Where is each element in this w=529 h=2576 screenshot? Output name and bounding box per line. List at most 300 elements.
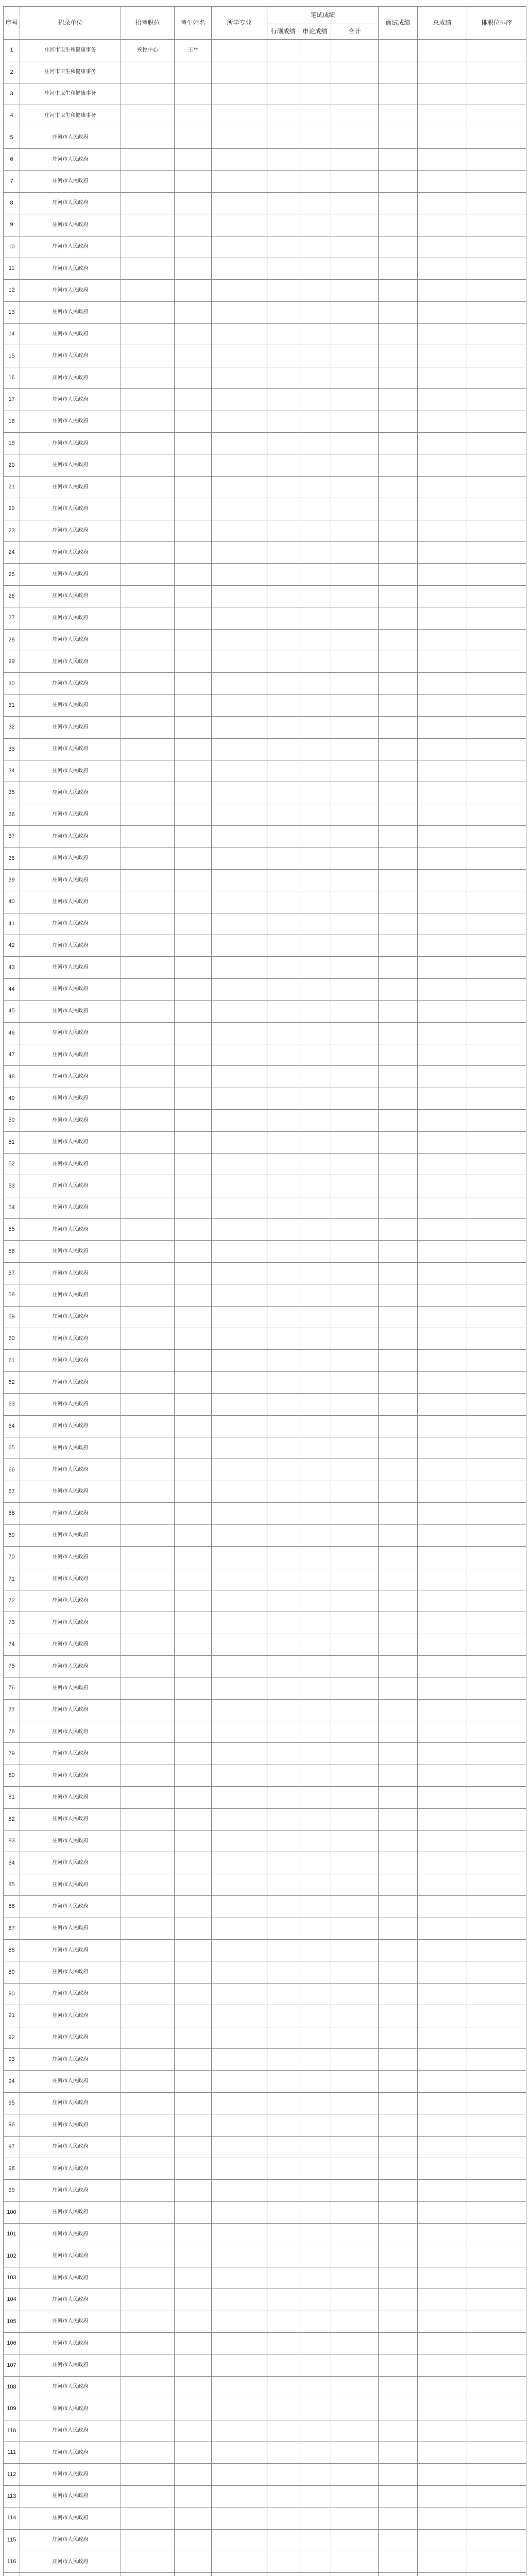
cell-shenlun (299, 717, 331, 738)
cell-unit: 庄河市人民政府 (20, 1088, 121, 1109)
cell-seq: 16 (4, 367, 20, 388)
cell-overall (418, 607, 467, 629)
cell-unit: 庄河市人民政府 (20, 2224, 121, 2245)
cell-unit: 庄河市人民政府 (20, 1546, 121, 1568)
cell-major (212, 957, 267, 978)
cell-total (331, 1743, 379, 1765)
cell-shenlun (299, 564, 331, 585)
cell-shenlun (299, 1524, 331, 1546)
cell-interview (379, 1110, 418, 1131)
cell-shenlun (299, 389, 331, 411)
cell-post (121, 83, 175, 105)
cell-post (121, 848, 175, 869)
cell-post (121, 1044, 175, 1065)
cell-shenlun (299, 738, 331, 760)
cell-total (331, 935, 379, 957)
cell-major (212, 913, 267, 935)
cell-post (121, 2573, 175, 2576)
cell-name (175, 1765, 212, 1786)
cell-shenlun (299, 2442, 331, 2463)
cell-shenlun (299, 1961, 331, 1983)
cell-post (121, 1088, 175, 1109)
cell-shenlun (299, 476, 331, 498)
cell-unit: 庄河市人民政府 (20, 760, 121, 782)
cell-seq: 60 (4, 1328, 20, 1350)
cell-rank (467, 433, 526, 454)
cell-major (212, 1394, 267, 1415)
table-body (4, 40, 526, 2576)
cell-unit: 庄河市人民政府 (20, 2311, 121, 2332)
cell-major (212, 192, 267, 214)
cell-rank (467, 83, 526, 105)
table-row (4, 891, 526, 913)
cell-major (212, 1983, 267, 2005)
cell-overall (418, 1394, 467, 1415)
cell-name (175, 869, 212, 891)
cell-major (212, 2180, 267, 2201)
cell-unit: 庄河市人民政府 (20, 1699, 121, 1721)
cell-name (175, 345, 212, 367)
cell-name (175, 891, 212, 913)
cell-major (212, 2420, 267, 2442)
cell-interview (379, 454, 418, 476)
cell-overall (418, 345, 467, 367)
cell-total (331, 1459, 379, 1481)
cell-interview (379, 738, 418, 760)
cell-post (121, 717, 175, 738)
cell-major (212, 1503, 267, 1524)
cell-post (121, 1153, 175, 1175)
table-row (4, 1459, 526, 1481)
cell-name (175, 978, 212, 1000)
cell-major (212, 1699, 267, 1721)
cell-xingce (267, 1197, 299, 1218)
cell-overall (418, 673, 467, 694)
cell-major (212, 1284, 267, 1306)
cell-rank (467, 541, 526, 563)
cell-unit: 庄河市人民政府 (20, 2289, 121, 2311)
cell-unit: 庄河市人民政府 (20, 1721, 121, 1743)
cell-rank (467, 1918, 526, 1939)
cell-interview (379, 1655, 418, 1677)
cell-shenlun (299, 2354, 331, 2376)
cell-major (212, 389, 267, 411)
cell-post (121, 258, 175, 279)
cell-major (212, 2529, 267, 2551)
cell-post (121, 782, 175, 804)
cell-rank (467, 804, 526, 825)
cell-seq: 26 (4, 585, 20, 607)
cell-rank (467, 2267, 526, 2289)
cell-interview (379, 1284, 418, 1306)
cell-name (175, 1110, 212, 1131)
cell-seq: 73 (4, 1612, 20, 1634)
cell-major (212, 541, 267, 563)
cell-overall (418, 1983, 467, 2005)
cell-unit: 庄河市人民政府 (20, 1677, 121, 1699)
cell-total (331, 2136, 379, 2158)
cell-rank (467, 1415, 526, 1437)
cell-unit: 庄河市人民政府 (20, 1415, 121, 1437)
cell-name (175, 1284, 212, 1306)
cell-major (212, 1415, 267, 1437)
cell-shenlun (299, 171, 331, 192)
table-row (4, 738, 526, 760)
cell-rank (467, 411, 526, 432)
cell-seq: 104 (4, 2289, 20, 2311)
cell-name (175, 826, 212, 848)
cell-seq: 2 (4, 61, 20, 83)
cell-total (331, 629, 379, 651)
cell-interview (379, 83, 418, 105)
cell-rank (467, 1612, 526, 1634)
cell-total (331, 1524, 379, 1546)
cell-post (121, 236, 175, 258)
cell-overall (418, 1415, 467, 1437)
table-row (4, 2092, 526, 2114)
cell-unit: 庄河市人民政府 (20, 1328, 121, 1350)
cell-total (331, 1590, 379, 1612)
cell-major (212, 1524, 267, 1546)
cell-interview (379, 2048, 418, 2070)
cell-shenlun (299, 1831, 331, 1852)
cell-name (175, 2048, 212, 2070)
cell-interview (379, 673, 418, 694)
cell-overall (418, 1503, 467, 1524)
cell-unit: 庄河市人民政府 (20, 214, 121, 236)
cell-name (175, 2114, 212, 2136)
cell-overall (418, 1262, 467, 1284)
cell-overall (418, 411, 467, 432)
cell-shenlun (299, 2376, 331, 2398)
cell-seq: 64 (4, 1415, 20, 1437)
cell-unit: 庄河市人民政府 (20, 804, 121, 825)
cell-rank (467, 2136, 526, 2158)
cell-unit: 庄河市人民政府 (20, 2158, 121, 2179)
cell-shenlun (299, 2573, 331, 2576)
cell-total (331, 1808, 379, 1830)
cell-total (331, 913, 379, 935)
cell-overall (418, 2180, 467, 2201)
header-unit: 招录单位 (20, 7, 121, 40)
cell-interview (379, 498, 418, 520)
cell-overall (418, 2464, 467, 2485)
cell-overall (418, 1328, 467, 1350)
cell-overall (418, 127, 467, 148)
cell-total (331, 1044, 379, 1065)
cell-post (121, 1284, 175, 1306)
cell-unit (20, 2573, 121, 2576)
cell-seq: 1 (4, 40, 20, 61)
table-row (4, 1241, 526, 1262)
cell-total (331, 148, 379, 170)
cell-rank (467, 324, 526, 345)
cell-xingce (267, 1721, 299, 1743)
cell-interview (379, 301, 418, 323)
cell-interview (379, 1153, 418, 1175)
cell-shenlun (299, 1765, 331, 1786)
cell-major (212, 935, 267, 957)
cell-seq: 65 (4, 1437, 20, 1459)
cell-seq: 9 (4, 214, 20, 236)
cell-overall (418, 1961, 467, 1983)
cell-shenlun (299, 1808, 331, 1830)
cell-unit: 庄河市人民政府 (20, 2420, 121, 2442)
table-row (4, 2376, 526, 2398)
cell-major (212, 411, 267, 432)
cell-shenlun (299, 520, 331, 541)
table-row (4, 1568, 526, 1590)
cell-overall (418, 957, 467, 978)
cell-interview (379, 2201, 418, 2223)
cell-interview (379, 1088, 418, 1109)
cell-interview (379, 2333, 418, 2354)
cell-seq: 83 (4, 1831, 20, 1852)
cell-shenlun (299, 2071, 331, 2092)
cell-unit: 庄河市卫生和健康事务 (20, 40, 121, 61)
cell-unit: 庄河市人民政府 (20, 1001, 121, 1022)
cell-xingce (267, 1175, 299, 1197)
cell-xingce (267, 1153, 299, 1175)
cell-major (212, 2071, 267, 2092)
cell-xingce (267, 760, 299, 782)
cell-shenlun (299, 2114, 331, 2136)
header-name: 考生姓名 (175, 7, 212, 40)
cell-rank (467, 629, 526, 651)
cell-major (212, 1896, 267, 1918)
cell-post (121, 1459, 175, 1481)
cell-name (175, 389, 212, 411)
cell-xingce (267, 1896, 299, 1918)
cell-xingce (267, 2354, 299, 2376)
cell-major (212, 2442, 267, 2463)
table-row (4, 1655, 526, 1677)
cell-seq: 23 (4, 520, 20, 541)
cell-xingce (267, 192, 299, 214)
cell-overall (418, 717, 467, 738)
cell-interview (379, 913, 418, 935)
cell-shenlun (299, 454, 331, 476)
cell-name (175, 2027, 212, 2048)
cell-interview (379, 280, 418, 301)
cell-total (331, 105, 379, 127)
cell-total (331, 826, 379, 848)
cell-xingce (267, 869, 299, 891)
cell-total (331, 83, 379, 105)
cell-seq: 77 (4, 1699, 20, 1721)
cell-name (175, 1983, 212, 2005)
cell-interview (379, 1721, 418, 1743)
cell-overall (418, 629, 467, 651)
cell-total (331, 1568, 379, 1590)
cell-overall (418, 2071, 467, 2092)
table-row (4, 1088, 526, 1109)
cell-seq: 5 (4, 127, 20, 148)
cell-shenlun (299, 1983, 331, 2005)
cell-overall (418, 1699, 467, 1721)
cell-xingce (267, 1415, 299, 1437)
cell-rank (467, 171, 526, 192)
cell-post (121, 2333, 175, 2354)
cell-major (212, 585, 267, 607)
cell-major (212, 1131, 267, 1153)
cell-major (212, 258, 267, 279)
cell-rank (467, 2114, 526, 2136)
cell-xingce (267, 2573, 299, 2576)
cell-post (121, 2071, 175, 2092)
cell-seq: 3 (4, 83, 20, 105)
cell-name (175, 1831, 212, 1852)
cell-rank (467, 1939, 526, 1961)
cell-post (121, 1634, 175, 1655)
cell-interview (379, 2529, 418, 2551)
table-row (4, 2201, 526, 2223)
cell-total (331, 411, 379, 432)
cell-rank (467, 280, 526, 301)
cell-rank (467, 1503, 526, 1524)
cell-seq: 51 (4, 1131, 20, 1153)
cell-seq: 39 (4, 869, 20, 891)
cell-post (121, 280, 175, 301)
cell-xingce (267, 1961, 299, 1983)
cell-interview (379, 476, 418, 498)
cell-name (175, 1939, 212, 1961)
cell-name (175, 1262, 212, 1284)
cell-total (331, 2354, 379, 2376)
cell-xingce (267, 148, 299, 170)
cell-interview (379, 585, 418, 607)
cell-post (121, 2224, 175, 2245)
cell-name (175, 2136, 212, 2158)
cell-major (212, 651, 267, 672)
cell-total (331, 433, 379, 454)
cell-unit: 庄河市人民政府 (20, 585, 121, 607)
cell-total (331, 957, 379, 978)
cell-rank (467, 1371, 526, 1393)
cell-major (212, 1110, 267, 1131)
cell-post (121, 1983, 175, 2005)
cell-overall (418, 2420, 467, 2442)
cell-post (121, 171, 175, 192)
cell-shenlun (299, 1896, 331, 1918)
cell-post (121, 804, 175, 825)
cell-shenlun (299, 2092, 331, 2114)
cell-name (175, 1131, 212, 1153)
cell-shenlun (299, 1044, 331, 1065)
table-row (4, 236, 526, 258)
cell-rank (467, 2507, 526, 2529)
cell-shenlun (299, 1001, 331, 1022)
cell-shenlun (299, 324, 331, 345)
table-row (4, 2573, 526, 2576)
cell-xingce (267, 1612, 299, 1634)
cell-post (121, 629, 175, 651)
cell-total (331, 1110, 379, 1131)
cell-total (331, 1371, 379, 1393)
cell-seq: 22 (4, 498, 20, 520)
cell-shenlun (299, 40, 331, 61)
table-row (4, 1066, 526, 1088)
cell-overall (418, 214, 467, 236)
cell-post (121, 1131, 175, 1153)
table-row (4, 1001, 526, 1022)
cell-overall (418, 301, 467, 323)
cell-interview (379, 717, 418, 738)
cell-xingce (267, 1655, 299, 1677)
cell-total (331, 1677, 379, 1699)
cell-rank (467, 476, 526, 498)
cell-rank (467, 869, 526, 891)
cell-post (121, 1503, 175, 1524)
cell-post (121, 2485, 175, 2507)
cell-post (121, 673, 175, 694)
cell-name (175, 564, 212, 585)
cell-total (331, 1721, 379, 1743)
cell-shenlun (299, 957, 331, 978)
cell-unit: 庄河市人民政府 (20, 1131, 121, 1153)
cell-post (121, 1110, 175, 1131)
cell-rank (467, 520, 526, 541)
cell-overall (418, 1284, 467, 1306)
cell-major (212, 1874, 267, 1895)
cell-unit: 庄河市人民政府 (20, 127, 121, 148)
cell-major (212, 61, 267, 83)
cell-major (212, 1852, 267, 1874)
cell-interview (379, 236, 418, 258)
cell-major (212, 324, 267, 345)
cell-xingce (267, 433, 299, 454)
header-major: 所学专业 (212, 7, 267, 40)
cell-seq: 21 (4, 476, 20, 498)
cell-xingce (267, 651, 299, 672)
cell-major (212, 2201, 267, 2223)
cell-shenlun (299, 2267, 331, 2289)
cell-name (175, 913, 212, 935)
cell-interview (379, 1415, 418, 1437)
cell-unit: 庄河市人民政府 (20, 1852, 121, 1874)
cell-total (331, 1241, 379, 1262)
cell-total (331, 1022, 379, 1044)
cell-xingce (267, 1110, 299, 1131)
cell-seq: 32 (4, 717, 20, 738)
cell-seq: 31 (4, 694, 20, 716)
cell-total (331, 520, 379, 541)
cell-total (331, 1983, 379, 2005)
cell-post (121, 1896, 175, 1918)
cell-unit: 庄河市人民政府 (20, 891, 121, 913)
cell-post (121, 1699, 175, 1721)
cell-rank (467, 1568, 526, 1590)
cell-total (331, 1961, 379, 1983)
table-row (4, 2071, 526, 2092)
cell-name (175, 1328, 212, 1350)
cell-rank (467, 61, 526, 83)
cell-shenlun (299, 869, 331, 891)
cell-total (331, 1918, 379, 1939)
cell-seq: 19 (4, 433, 20, 454)
cell-interview (379, 1437, 418, 1459)
cell-name (175, 2420, 212, 2442)
cell-rank (467, 498, 526, 520)
cell-unit: 庄河市人民政府 (20, 345, 121, 367)
cell-post (121, 1568, 175, 1590)
cell-name (175, 2573, 212, 2576)
cell-overall (418, 1831, 467, 1852)
cell-rank (467, 978, 526, 1000)
cell-overall (418, 1918, 467, 1939)
cell-interview (379, 804, 418, 825)
cell-unit: 庄河市人民政府 (20, 564, 121, 585)
